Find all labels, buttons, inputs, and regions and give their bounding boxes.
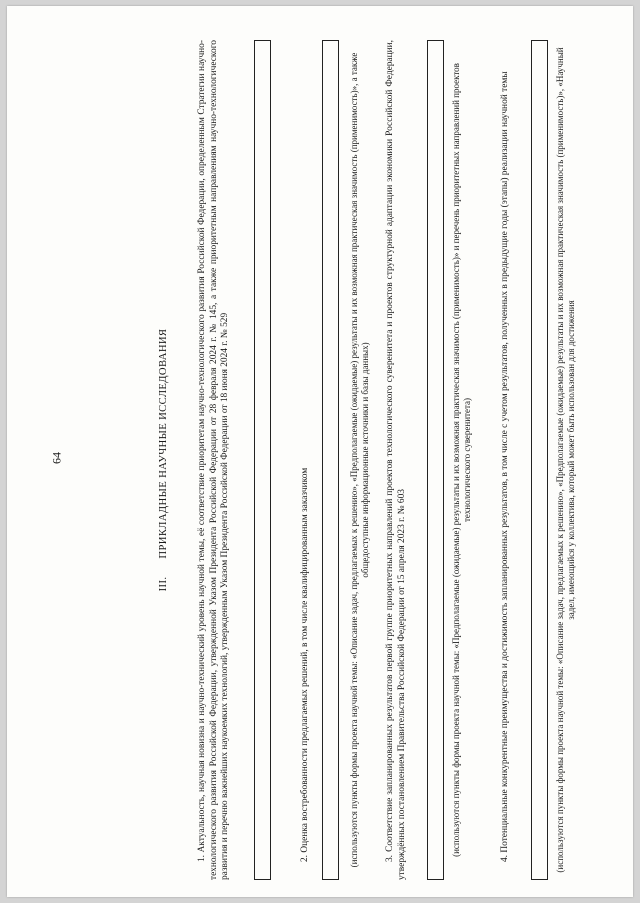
item-3-answer-box <box>427 40 444 880</box>
section-title: ПРИКЛАДНЫЕ НАУЧНЫЕ ИССЛЕДОВАНИЯ <box>158 328 169 559</box>
item-2-note: (используются пункты формы проекта научной темы: «Описание задач, предлагаемых к решению», «Предполагаемые (ожидаемые) результаты и их возможная практическая значимость (применимость)», а также общедоступные информационные источники и базы данных) <box>349 52 370 868</box>
rotated-content <box>157 40 597 880</box>
document-page <box>7 6 633 897</box>
item-3-text: 3. Соответствие запланированных результатов первой группе приоритетных направлений проектов технологического суверенитета и проектов структурной адаптации экономики Российской Федерации, утверждённых постановлением Правительства Российской Федерации от 15 апреля 2023 г. № 603 <box>385 40 407 880</box>
item-3-note: (используются пункты формы проекта научной темы: «Предполагаемые (ожидаемые) результаты и их возможная практическая значимость (применимость)» и перечень приоритетных направлений проектов технологического суверенитета) <box>451 63 472 857</box>
item-2-answer-box <box>322 40 339 880</box>
page-number: 64 <box>49 452 64 464</box>
item-4-text: 4. Потенциальные конкурентные преимущества и достижимость запланированных результатов, в том числе с учетом результатов, полученных в предыдущие годы (этапы) реализации научной темы <box>500 71 510 862</box>
item-4-answer-box <box>531 40 548 880</box>
item-4-note: (используются пункты формы проекта научной темы: «Описание задач, предлагаемых к решению», «Предполагаемые (ожидаемые) результаты и их возможная практическая значимость (применимость)», «Научный задел, имеющийся у коллектива, который может быть использован для достижения <box>555 47 576 873</box>
item-1-text: 1. Актуальность, научная новизна и научно-технический уровень научной темы, её соответствие приоритетам научно-технологического развития Российской Федерации, определенным Стратегии научно-технологического развития Российской Федерации, утвержденной Указом Президента Российской Федерации от 28 февраля 2024 г. № 145, а также приоритетным направлениям научно-технологического развития и перечню важнейших наукоемких технологий, утвержденным Указом Президента Российской Федерации от 18 июня 2024 г. № 529 <box>197 40 231 880</box>
section-heading <box>157 40 170 880</box>
section-roman-numeral: III. <box>158 576 169 592</box>
item-2-text: 2. Оценка востребованности предлагаемых решений, в том числе квалифицированным заказчиком <box>300 467 310 862</box>
item-1-answer-box <box>254 40 271 880</box>
